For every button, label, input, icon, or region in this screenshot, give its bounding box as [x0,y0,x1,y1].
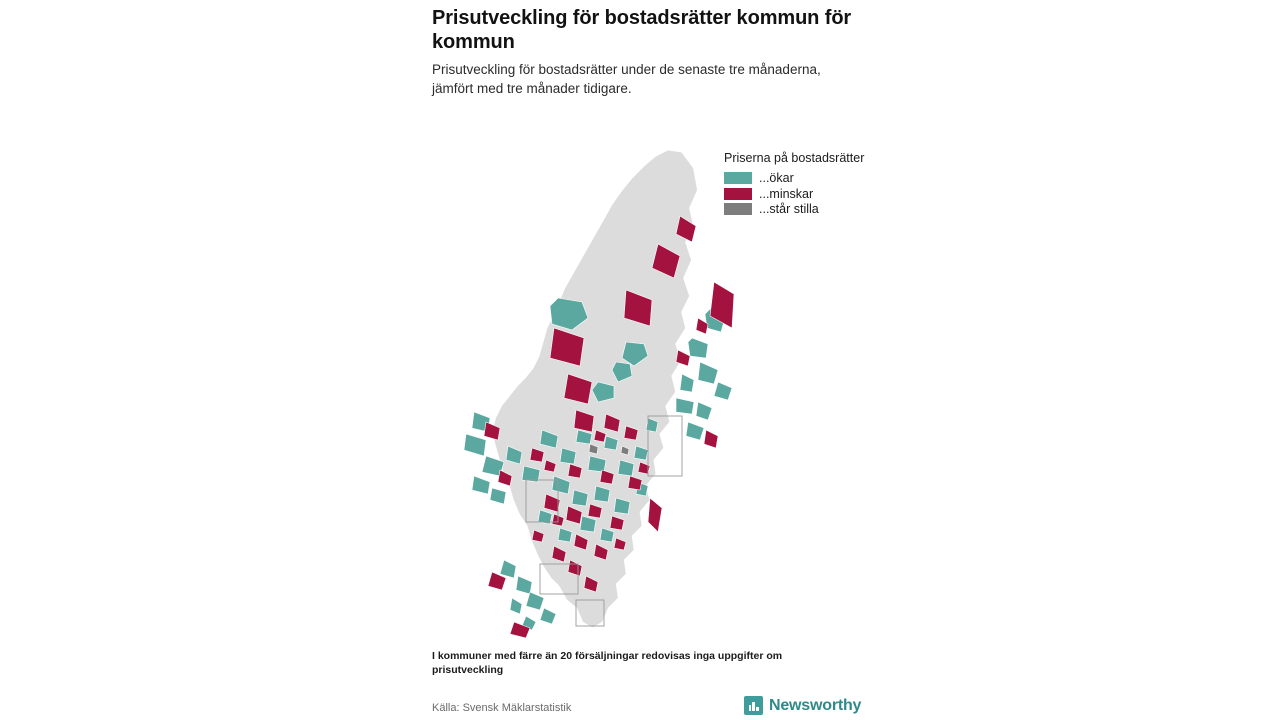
legend-label-increase: ...ökar [759,171,794,185]
map-svg [430,130,770,650]
sweden-choropleth-map [430,130,770,650]
page-subtitle: Prisutveckling för bostadsrätter under de senaste tre månaderna, jämfört med tre månader tidigare. [432,61,821,97]
legend-swatch-flat [724,203,752,215]
legend-label-decrease: ...minskar [759,186,814,201]
legend-item-flat [724,203,874,216]
brand-logo [744,696,861,715]
footnote: I kommuner med färre än 20 försäljningar redovisas inga uppgifter om prisutveckling [432,650,783,676]
legend-swatch-increase [724,172,752,184]
brand-name: Newsworthy [769,696,862,714]
legend [724,150,874,219]
legend-label-flat: ...står stilla [759,202,819,216]
source-note: Källa: Svensk Mäklarstatistik [432,702,572,714]
page-title: Prisutveckling för bostadsrätter kommun för kommun [432,7,852,54]
bar-chart-icon [744,696,763,715]
header [432,6,852,99]
legend-title: Priserna på bostadsrätter [724,151,865,165]
legend-swatch-decrease [724,188,752,200]
legend-item-decrease [724,188,874,201]
legend-item-increase [724,172,874,185]
